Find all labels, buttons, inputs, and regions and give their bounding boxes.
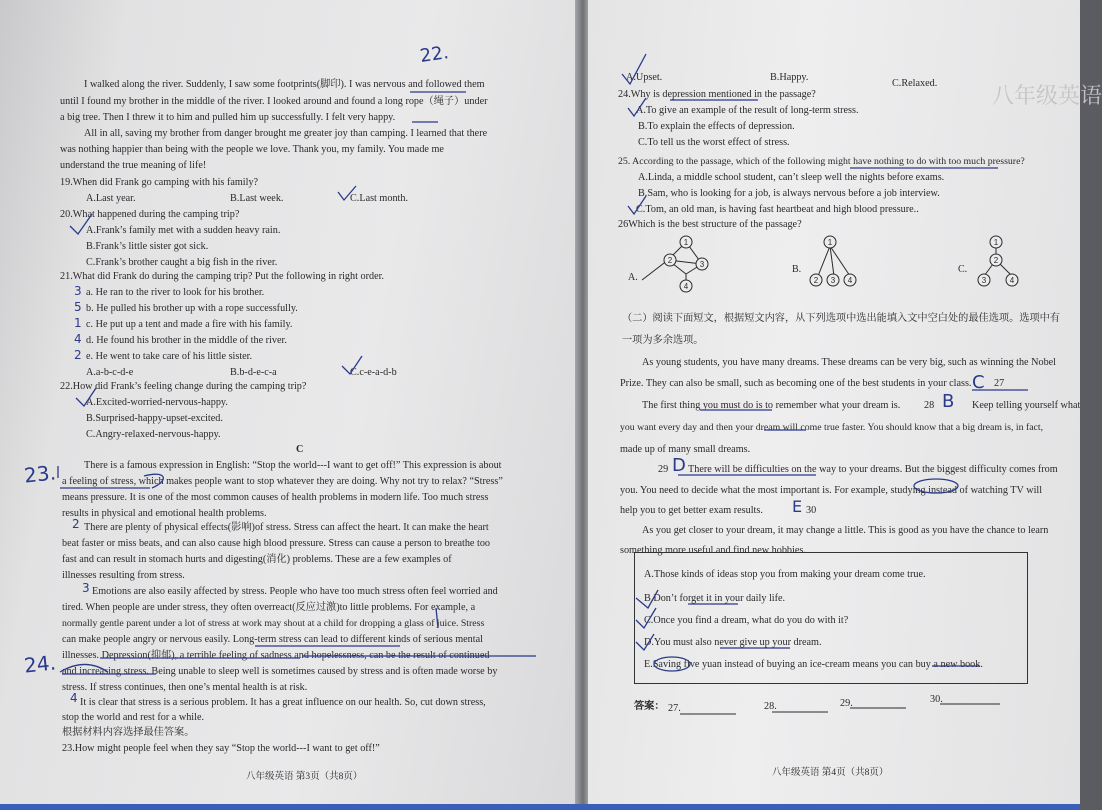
passage-c-line: There are plenty of physical effects(影响)of stress. Stress can affect the heart. It can make the heart [84, 522, 489, 533]
diagram-option-label: B. [792, 264, 802, 275]
option: C.Frank’s brother caught a big fish in the river. [86, 257, 278, 268]
passage-c-line: illnesses resulting from stress. [62, 570, 185, 581]
passage-c-line: means pressure. It is one of the most common causes of health problems in modern life. Too much stress [62, 492, 489, 503]
passage-line: Keep telling yourself what [972, 400, 1081, 411]
box-option: E.Saving five yuan instead of buying an ice-cream means you can buy a new book. [644, 659, 983, 670]
passage-line: made up of many small dreams. [620, 444, 751, 455]
passage-b-line: I walked along the river. Suddenly, I saw some footprints(脚印). I was nervous and followed them [84, 79, 485, 90]
diagram-node-label: 3 [981, 276, 987, 285]
option: C.Relaxed. [892, 78, 938, 89]
hand-order-mark: 1 [74, 316, 82, 330]
option: C.To tell us the worst effect of stress. [638, 137, 790, 148]
section-title: 一项为多余选项。 [622, 335, 704, 346]
section-label: C [296, 444, 304, 455]
hand-question-mark: 23. [22, 460, 57, 488]
question-stem: 21.What did Frank do during the camping trip? Put the following in right order. [60, 271, 384, 282]
question-stem: 26Which is the best structure of the passage? [618, 219, 802, 230]
passage-c-line: Emotions are also easily affected by stress. People who have too much stress often feel worried and [92, 586, 498, 597]
option: A.Excited-worried-nervous-happy. [86, 397, 228, 408]
question-stem: 22.How did Frank’s feeling change during the camping trip? [60, 381, 307, 392]
order-item: c. He put up a tent and made a fire with his family. [86, 319, 293, 330]
structure-diagram-c [954, 232, 1064, 296]
passage-c-line: illnesses. Depression(抑郁), a terrible feeling of sadness and hopelessness, can be the result of continued [62, 650, 490, 661]
structure-diagram-b [792, 232, 902, 296]
hand-para-mark: 4 [70, 691, 78, 705]
diagram-node-label: 1 [827, 238, 833, 247]
page-footer: 八年级英语 第4页（共8页） [772, 768, 889, 778]
passage-c-line: fast and can result in stomach hurts and digesting(消化) problems. These are a few examples of [62, 554, 452, 565]
option: C.Last month. [350, 193, 409, 204]
answer-blank: 27. [668, 703, 681, 714]
passage-c-line: can make people angry or nervous easily. Long-term stress can lead to different kinds of serious mental [62, 634, 483, 645]
option: B.Frank’s little sister got sick. [86, 241, 209, 252]
options-box [634, 552, 1028, 684]
passage-c-line: results in physical and emotional health problems. [62, 508, 267, 519]
blank-29: 29 [658, 464, 669, 475]
hand-order-mark: 4 [74, 332, 82, 346]
hand-para-mark: 2 [72, 517, 80, 531]
passage-c-line: It is clear that stress is a serious problem. It has a great influence on our health. So, cut down stress, [80, 697, 486, 708]
hand-order-mark: 3 [74, 284, 82, 298]
passage-b-line: All in all, saving my brother from danger brought me greater joy than camping. I learned that there [84, 128, 488, 139]
diagram-node-label: 2 [993, 256, 999, 265]
option: A.To give an example of the result of long-term stress. [636, 105, 859, 116]
diagram-node-label: 3 [699, 260, 705, 269]
passage-c-line: stress. If stress continues, then one’s mental health is at risk. [62, 682, 308, 693]
answer-label: 答案： [634, 701, 665, 712]
passage-c-line: There is a famous expression in English: “Stop the world---I want to get off!” This expression is about [84, 460, 502, 471]
diagram-option-label: A. [628, 272, 638, 283]
option: B.Sam, who is looking for a job, is always nervous before a job interview. [638, 188, 940, 199]
question-stem: 25. According to the passage, which of the following might have nothing to do with too much pressure? [618, 156, 1025, 167]
option: B.Surprised-happy-upset-excited. [86, 413, 223, 424]
hand-order-mark: 5 [74, 300, 82, 314]
box-option: C.Once you find a dream, what do you do with it? [644, 615, 849, 626]
order-item: d. He found his brother in the middle of the river. [86, 335, 287, 346]
blank-30: 30 [806, 505, 817, 516]
option: A.Upset. [626, 72, 663, 83]
passage-line: help you to get better exam results. [620, 505, 763, 516]
instruction: 根据材料内容选择最佳答案。 [62, 727, 195, 738]
order-item: a. He ran to the river to look for his brother. [86, 287, 265, 298]
diagram-node-label: 3 [830, 276, 836, 285]
diagram-node-label: 1 [993, 238, 999, 247]
option: B.Last week. [230, 193, 284, 204]
question-stem: 20.What happened during the camping trip? [60, 209, 240, 220]
blank-28: 28 [924, 400, 935, 411]
hand-answer: C [972, 372, 985, 393]
option: B.To explain the effects of depression. [638, 121, 795, 132]
diagram-node-label: 1 [683, 238, 689, 247]
box-option: D.You must also never give up your dream. [644, 637, 822, 648]
page-footer: 八年级英语 第3页（共8页） [246, 772, 363, 782]
order-item: b. He pulled his brother up with a rope successfully. [86, 303, 298, 314]
passage-c-line: beat faster or miss beats, and can also cause high blood pressure. Stress can cause a person to breathe too [62, 538, 491, 549]
desk-edge [0, 804, 1080, 810]
order-item: e. He went to take care of his little sister. [86, 351, 253, 362]
passage-c-line: and increasing stress. Being unable to sleep well is sometimes caused by stress and is often made worse by [62, 666, 498, 677]
passage-b-line: was nothing happier than being with the people we love. Thank you, my family. You made me [60, 144, 444, 155]
passage-line: There will be difficulties on the way to your dreams. But the biggest difficulty comes from [688, 464, 1058, 475]
passage-c-line: tired. When people are under stress, they often overreact(反应过激)to little problems. For example, a [62, 602, 476, 613]
diagram-option-label: C. [958, 264, 968, 275]
passage-line: you. You need to decide what the most important is. For example, studying instead of watching TV will [620, 485, 1043, 496]
right-page [588, 0, 1102, 810]
option: C.Angry-relaxed-nervous-happy. [86, 429, 221, 440]
diagram-node-label: 4 [1009, 276, 1015, 285]
hand-answer: E [792, 497, 803, 516]
handwritten-note: 22. [418, 42, 450, 67]
structure-diagram-a [624, 232, 734, 296]
passage-line: As you get closer to your dream, it may change a little. This is good as you have the chance to learn [642, 525, 1049, 536]
diagram-node-label: 2 [813, 276, 819, 285]
passage-line: you want every day and then your dream will come true faster. You should know that a big dream is, in fact, [620, 422, 1044, 433]
answer-blank: 28. [764, 701, 777, 712]
diagram-node-label: 4 [683, 282, 689, 291]
option: C.Tom, an old man, is having fast heartbeat and high blood pressure.. [636, 204, 919, 215]
blank-27: 27 [994, 378, 1005, 389]
hand-answer: D [672, 455, 686, 476]
ghost-title: 八年级英语 [992, 84, 1102, 109]
box-option: A.Those kinds of ideas stop you from making your dream come true. [644, 569, 926, 580]
hand-question-mark: 24. [22, 650, 57, 678]
option: A.a-b-c-d-e [86, 367, 134, 378]
passage-b-line: a big tree. Then I threw it to him and pulled him up successfully. I felt very happy. [60, 112, 396, 123]
hand-order-mark: 2 [74, 348, 82, 362]
option: A.Last year. [86, 193, 136, 204]
passage-b-line: understand the true meaning of life! [60, 160, 207, 171]
section-title: （二）阅读下面短文，根据短文内容，从下列选项中选出能填入文中空白处的最佳选项。选项中有 [622, 313, 1061, 324]
passage-c-line: normally gentle parent under a lot of stress at work may shout at a child for dropping a glass of juice. Stress [62, 618, 485, 629]
answer-blank: 29. [840, 698, 853, 709]
passage-c-line: a feeling of stress, which makes people want to stop whatever they are doing. Why not try to relax? “Stress” [62, 476, 503, 487]
option: C.c-e-a-d-b [350, 367, 397, 378]
passage-c-line: stop the world and rest for a while. [62, 712, 205, 723]
question-stem: 24.Why is depression mentioned in the passage? [618, 89, 816, 100]
passage-line: The first thing you must do is to remember what your dream is. [642, 400, 901, 411]
question-stem: 23.How might people feel when they say “Stop the world---I want to get off!” [62, 743, 380, 754]
option: B.b-d-e-c-a [230, 367, 277, 378]
box-option: B.Don’t forget it in your daily life. [644, 593, 786, 604]
diagram-node-label: 4 [847, 276, 853, 285]
passage-line: As young students, you have many dreams. These dreams can be very big, such as winning the Nobel [642, 357, 1057, 368]
option: B.Happy. [770, 72, 809, 83]
passage-line: Prize. They can also be small, such as becoming one of the best students in your class. [620, 378, 972, 389]
hand-answer: B [942, 391, 955, 412]
hand-para-mark: 3 [82, 581, 90, 595]
option: A.Frank’s family met with a sudden heavy rain. [86, 225, 281, 236]
option: A.Linda, a middle school student, can’t sleep well the nights before exams. [638, 172, 945, 183]
question-stem: 19.When did Frank go camping with his family? [60, 177, 259, 188]
diagram-node-label: 2 [667, 256, 673, 265]
answer-blank: 30. [930, 694, 943, 705]
passage-b-line: until I found my brother in the middle of the river. I looked around and found a long rope（绳子）under [60, 96, 488, 107]
passage-line: something more useful and find new hobbies. [620, 545, 806, 556]
